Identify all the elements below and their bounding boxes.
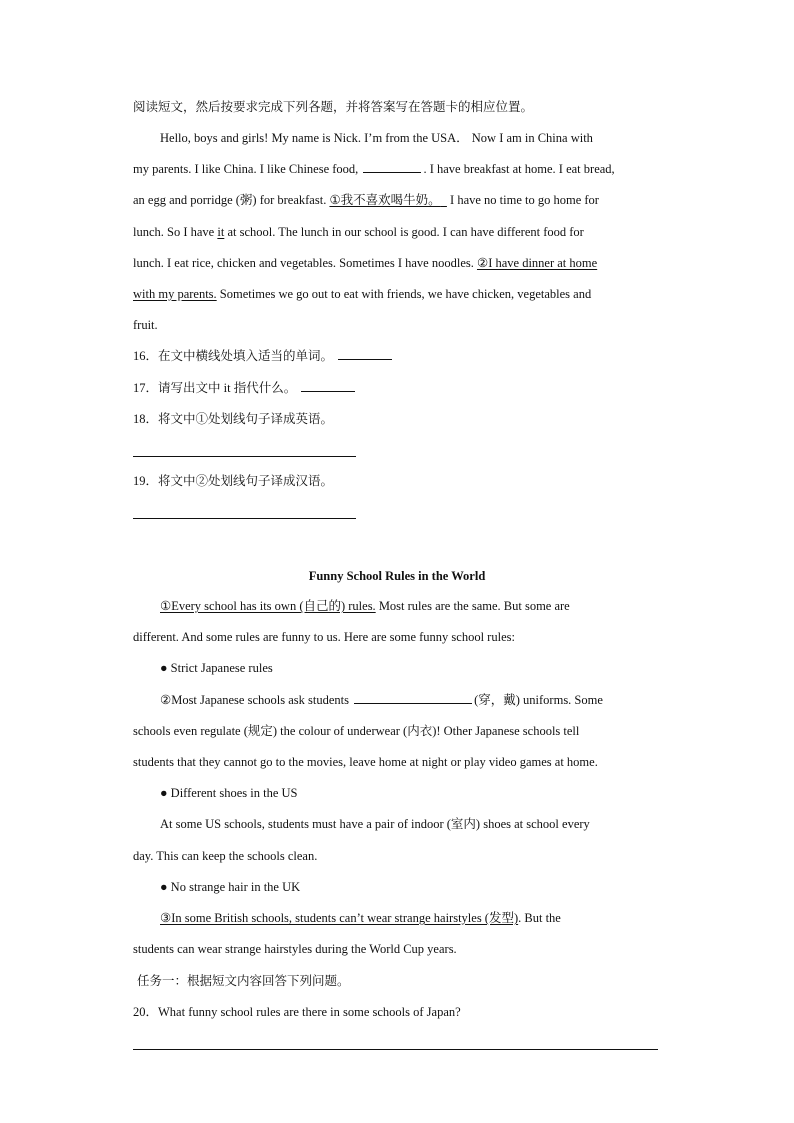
underlined-it: it <box>217 225 225 239</box>
passage-line <box>133 255 597 271</box>
passage-line <box>160 598 570 614</box>
passage-line: At some US schools, students must have a pair of indoor (室内) shoes at school every <box>160 817 590 831</box>
bullet-heading: ● Strict Japanese rules <box>160 661 273 675</box>
passage-line <box>133 161 615 177</box>
bullet-heading: ● No strange hair in the UK <box>160 880 301 894</box>
passage-line: day. This can keep the schools clean. <box>133 849 318 863</box>
question-18: 18．将文中①处划线句子译成英语。 <box>133 412 334 426</box>
answer-line[interactable] <box>133 1049 658 1050</box>
text: (穿，戴) uniforms. Some <box>474 693 603 707</box>
text: my parents. I like China. I like Chinese food, <box>133 162 359 176</box>
passage-line <box>133 286 591 302</box>
passage-line: schools even regulate (规定) the colour of underwear (内衣)! Other Japanese schools tell <box>133 724 580 738</box>
bullet-heading: ● Different shoes in the US <box>160 786 298 800</box>
instruction: 阅读短文，然后按要求完成下列各题，并将答案写在答题卡的相应位置。 <box>133 100 534 114</box>
passage-line: students can wear strange hairstyles during the World Cup years. <box>133 942 457 956</box>
underlined-sentence-1: ①Every school has its own (自己的) rules. <box>160 599 376 613</box>
fill-blank[interactable] <box>363 161 421 173</box>
question-19: 19．将文中②处划线句子译成汉语。 <box>133 474 334 488</box>
text: an egg and porridge (粥) for breakfast. <box>133 193 327 207</box>
underlined-sentence-2: ②I have dinner at home <box>476 256 598 270</box>
passage-line: fruit. <box>133 318 158 332</box>
answer-blank[interactable] <box>338 348 392 360</box>
text: at school. The lunch in our school is good. I can have different food for <box>224 225 584 239</box>
underlined-sentence-1: ①我不喜欢喝牛奶。 <box>329 193 441 207</box>
passage-line <box>160 692 603 708</box>
text: Most rules are the same. But some are <box>375 599 570 613</box>
text: ②Most Japanese schools ask students <box>160 693 353 707</box>
text: . I have breakfast at home. I eat bread, <box>423 162 615 176</box>
text: Sometimes we go out to eat with friends, we have chicken, vegetables and <box>216 287 592 301</box>
passage-line: different. And some rules are funny to us. Here are some funny school rules: <box>133 630 515 644</box>
passage-line <box>160 910 561 926</box>
question-17 <box>133 380 357 396</box>
question-16 <box>133 348 394 364</box>
question-text: 16．在文中横线处填入适当的单词。 <box>133 349 334 363</box>
text: lunch. So I have <box>133 225 218 239</box>
underlined-sentence-2-cont: with my parents. <box>133 287 217 301</box>
question-20: 20．What funny school rules are there in some schools of Japan? <box>133 1005 461 1019</box>
passage-line <box>133 224 584 240</box>
question-text: 17．请写出文中 it 指代什么。 <box>133 381 297 395</box>
text: . But the <box>518 911 561 925</box>
underlined-sentence-3: ③In some British schools, students can’t wear strange hairstyles (发型) <box>160 911 519 925</box>
answer-line[interactable] <box>133 518 356 519</box>
passage-line: students that they cannot go to the movies, leave home at night or play video games at home. <box>133 755 598 769</box>
task-heading: 任务一：根据短文内容回答下列问题。 <box>137 974 350 988</box>
answer-blank[interactable] <box>301 380 355 392</box>
passage-line <box>133 192 599 208</box>
fill-blank[interactable] <box>354 692 472 704</box>
text: lunch. I eat rice, chicken and vegetables. Sometimes I have noodles. <box>133 256 477 270</box>
passage-line: Hello, boys and girls! My name is Nick. I’m from the USA． Now I am in China with <box>160 131 593 145</box>
answer-line[interactable] <box>133 456 356 457</box>
text: I have no time to go home for <box>446 193 599 207</box>
passage-2-title: Funny School Rules in the World <box>308 569 486 583</box>
